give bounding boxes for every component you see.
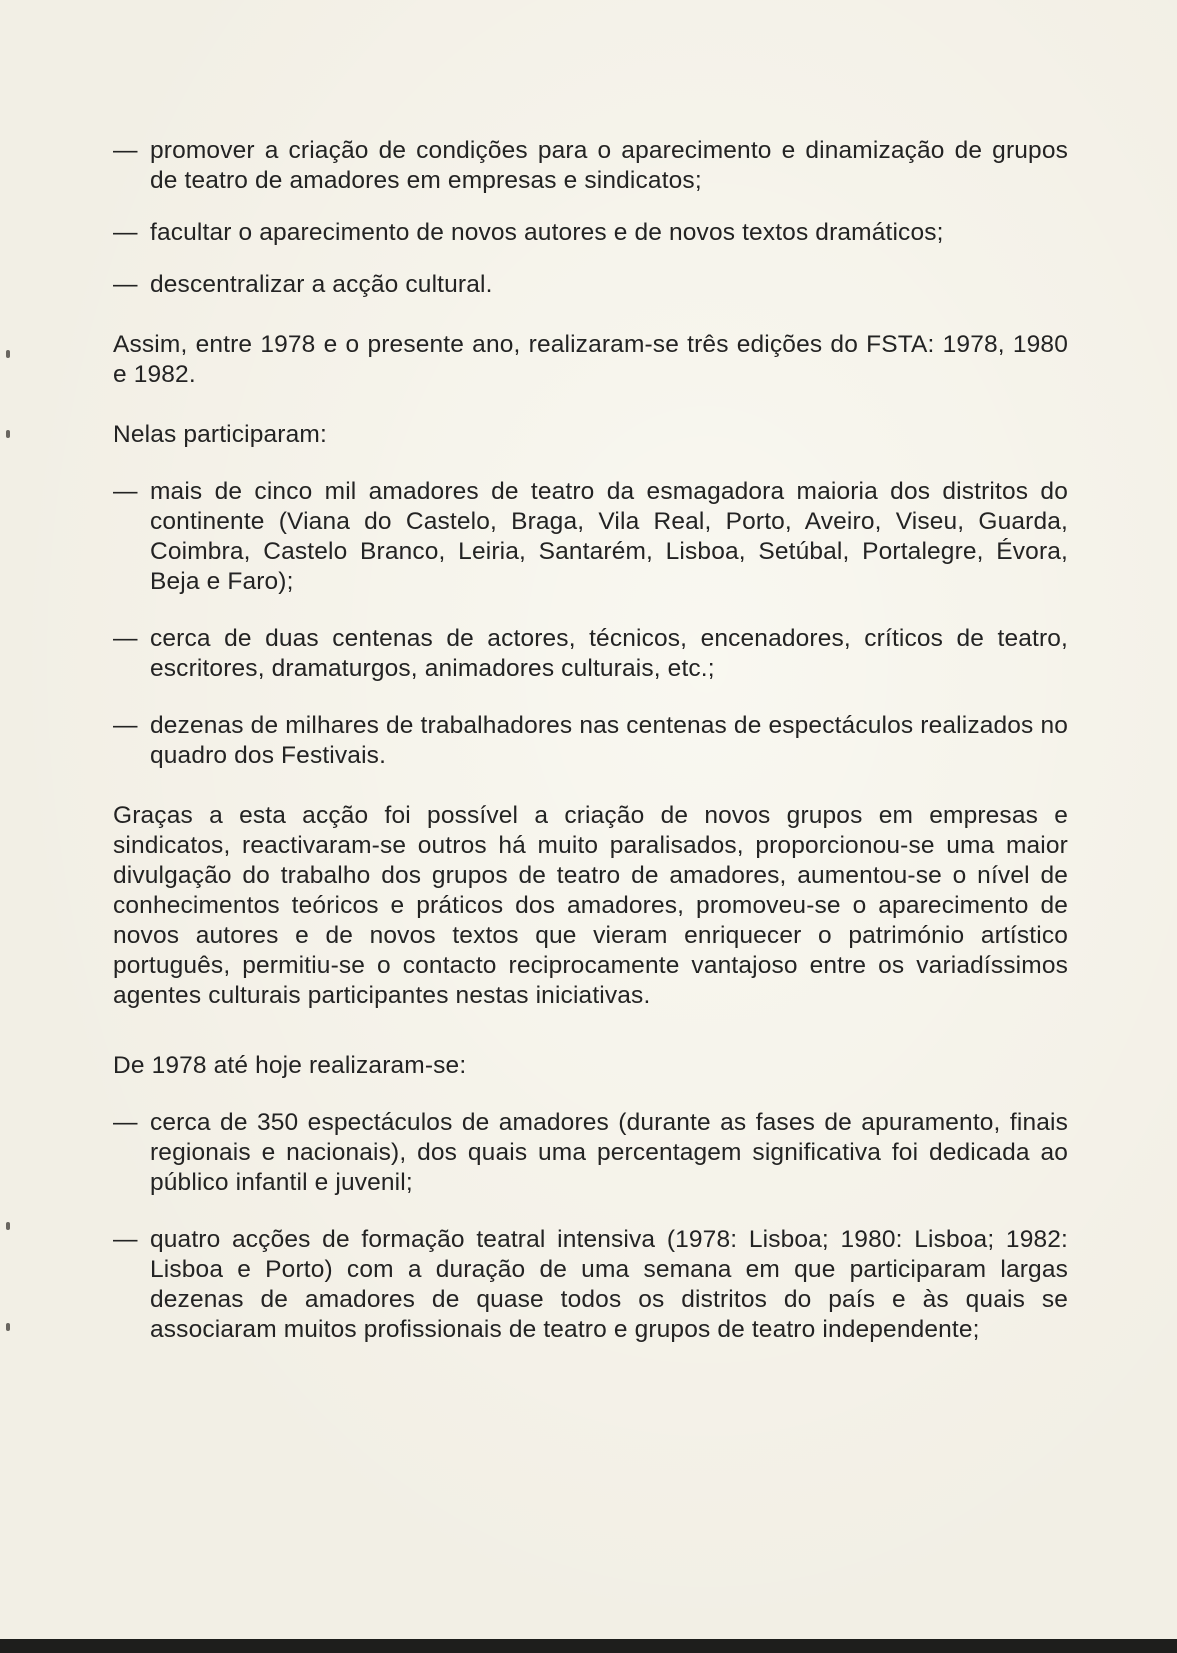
results-paragraph: Graças a esta acção foi possível a criação de novos grupos em empresas e sindicatos, reactivaram-se outros há muito paralisados, proporcionou-se uma maior divulgação do trabalho dos grupos de teatro de amadores, aumentou-se o nível de conhecimentos teóricos e práticos dos amadores, promoveu-se o aparecimento de novos autores e de novos textos que vieram enriquecer o património artístico português, permitiu-se o contacto reciprocamente vantajoso entre os variadíssimos agentes culturais participantes nestas iniciativas. <box>113 802 1068 1009</box>
em-dash: — <box>113 1226 138 1253</box>
achievement-text: quatro acções de formação teatral intensiva (1978: Lisboa; 1980: Lisboa; 1982: Lisboa e Porto) com a duração de uma semana em que participaram largas dezenas de amadores de quase todos os distritos do país e às quais se associaram muitos profissionais de teatro e grupos de teatro independente; <box>150 1226 1068 1343</box>
em-dash: — <box>113 1109 138 1136</box>
scan-bottom-edge <box>0 1639 1177 1653</box>
participant-item <box>113 711 1068 771</box>
achievement-item <box>113 1108 1068 1198</box>
objective-item <box>113 270 1068 300</box>
participant-text: cerca de duas centenas de actores, técnicos, encenadores, críticos de teatro, escritores, dramaturgos, animadores culturais, etc.; <box>150 625 1068 682</box>
since-intro: De 1978 até hoje realizaram-se: <box>113 1052 467 1079</box>
achievement-item <box>113 1225 1068 1345</box>
objective-item <box>113 136 1068 196</box>
objective-text: promover a criação de condições para o aparecimento e dinamização de grupos de teatro de amadores em empresas e sindicatos; <box>150 137 1068 194</box>
binding-hole-mark <box>6 430 10 438</box>
editions-paragraph: Assim, entre 1978 e o presente ano, realizaram-se três edições do FSTA: 1978, 1980 e 1982. <box>113 331 1068 388</box>
em-dash: — <box>113 271 138 298</box>
em-dash: — <box>113 712 138 739</box>
em-dash: — <box>113 219 138 246</box>
em-dash: — <box>113 625 138 652</box>
binding-hole-mark <box>6 1222 10 1230</box>
binding-hole-mark <box>6 350 10 358</box>
participant-text: dezenas de milhares de trabalhadores nas centenas de espectáculos realizados no quadro dos Festivais. <box>150 712 1068 769</box>
em-dash: — <box>113 137 138 164</box>
objective-text: facultar o aparecimento de novos autores e de novos textos dramáticos; <box>150 219 944 246</box>
objective-text: descentralizar a acção cultural. <box>150 271 493 298</box>
em-dash: — <box>113 478 138 505</box>
objective-item <box>113 218 1068 248</box>
participant-text: mais de cinco mil amadores de teatro da esmagadora maioria dos distritos do continente (Viana do Castelo, Braga, Vila Real, Porto, Aveiro, Viseu, Guarda, Coimbra, Castelo Branco, Leiria, Santarém, Lisboa, Setúbal, Portalegre, Évora, Beja e Faro); <box>150 478 1068 595</box>
participant-item <box>113 624 1068 684</box>
document-body <box>113 136 1068 1345</box>
participant-item <box>113 477 1068 597</box>
achievement-text: cerca de 350 espectáculos de amadores (durante as fases de apuramento, finais regionais e nacionais), dos quais uma percentagem significativa foi dedicada ao público infantil e juvenil; <box>150 1109 1068 1196</box>
binding-hole-mark <box>6 1323 10 1331</box>
participants-intro: Nelas participaram: <box>113 421 327 448</box>
